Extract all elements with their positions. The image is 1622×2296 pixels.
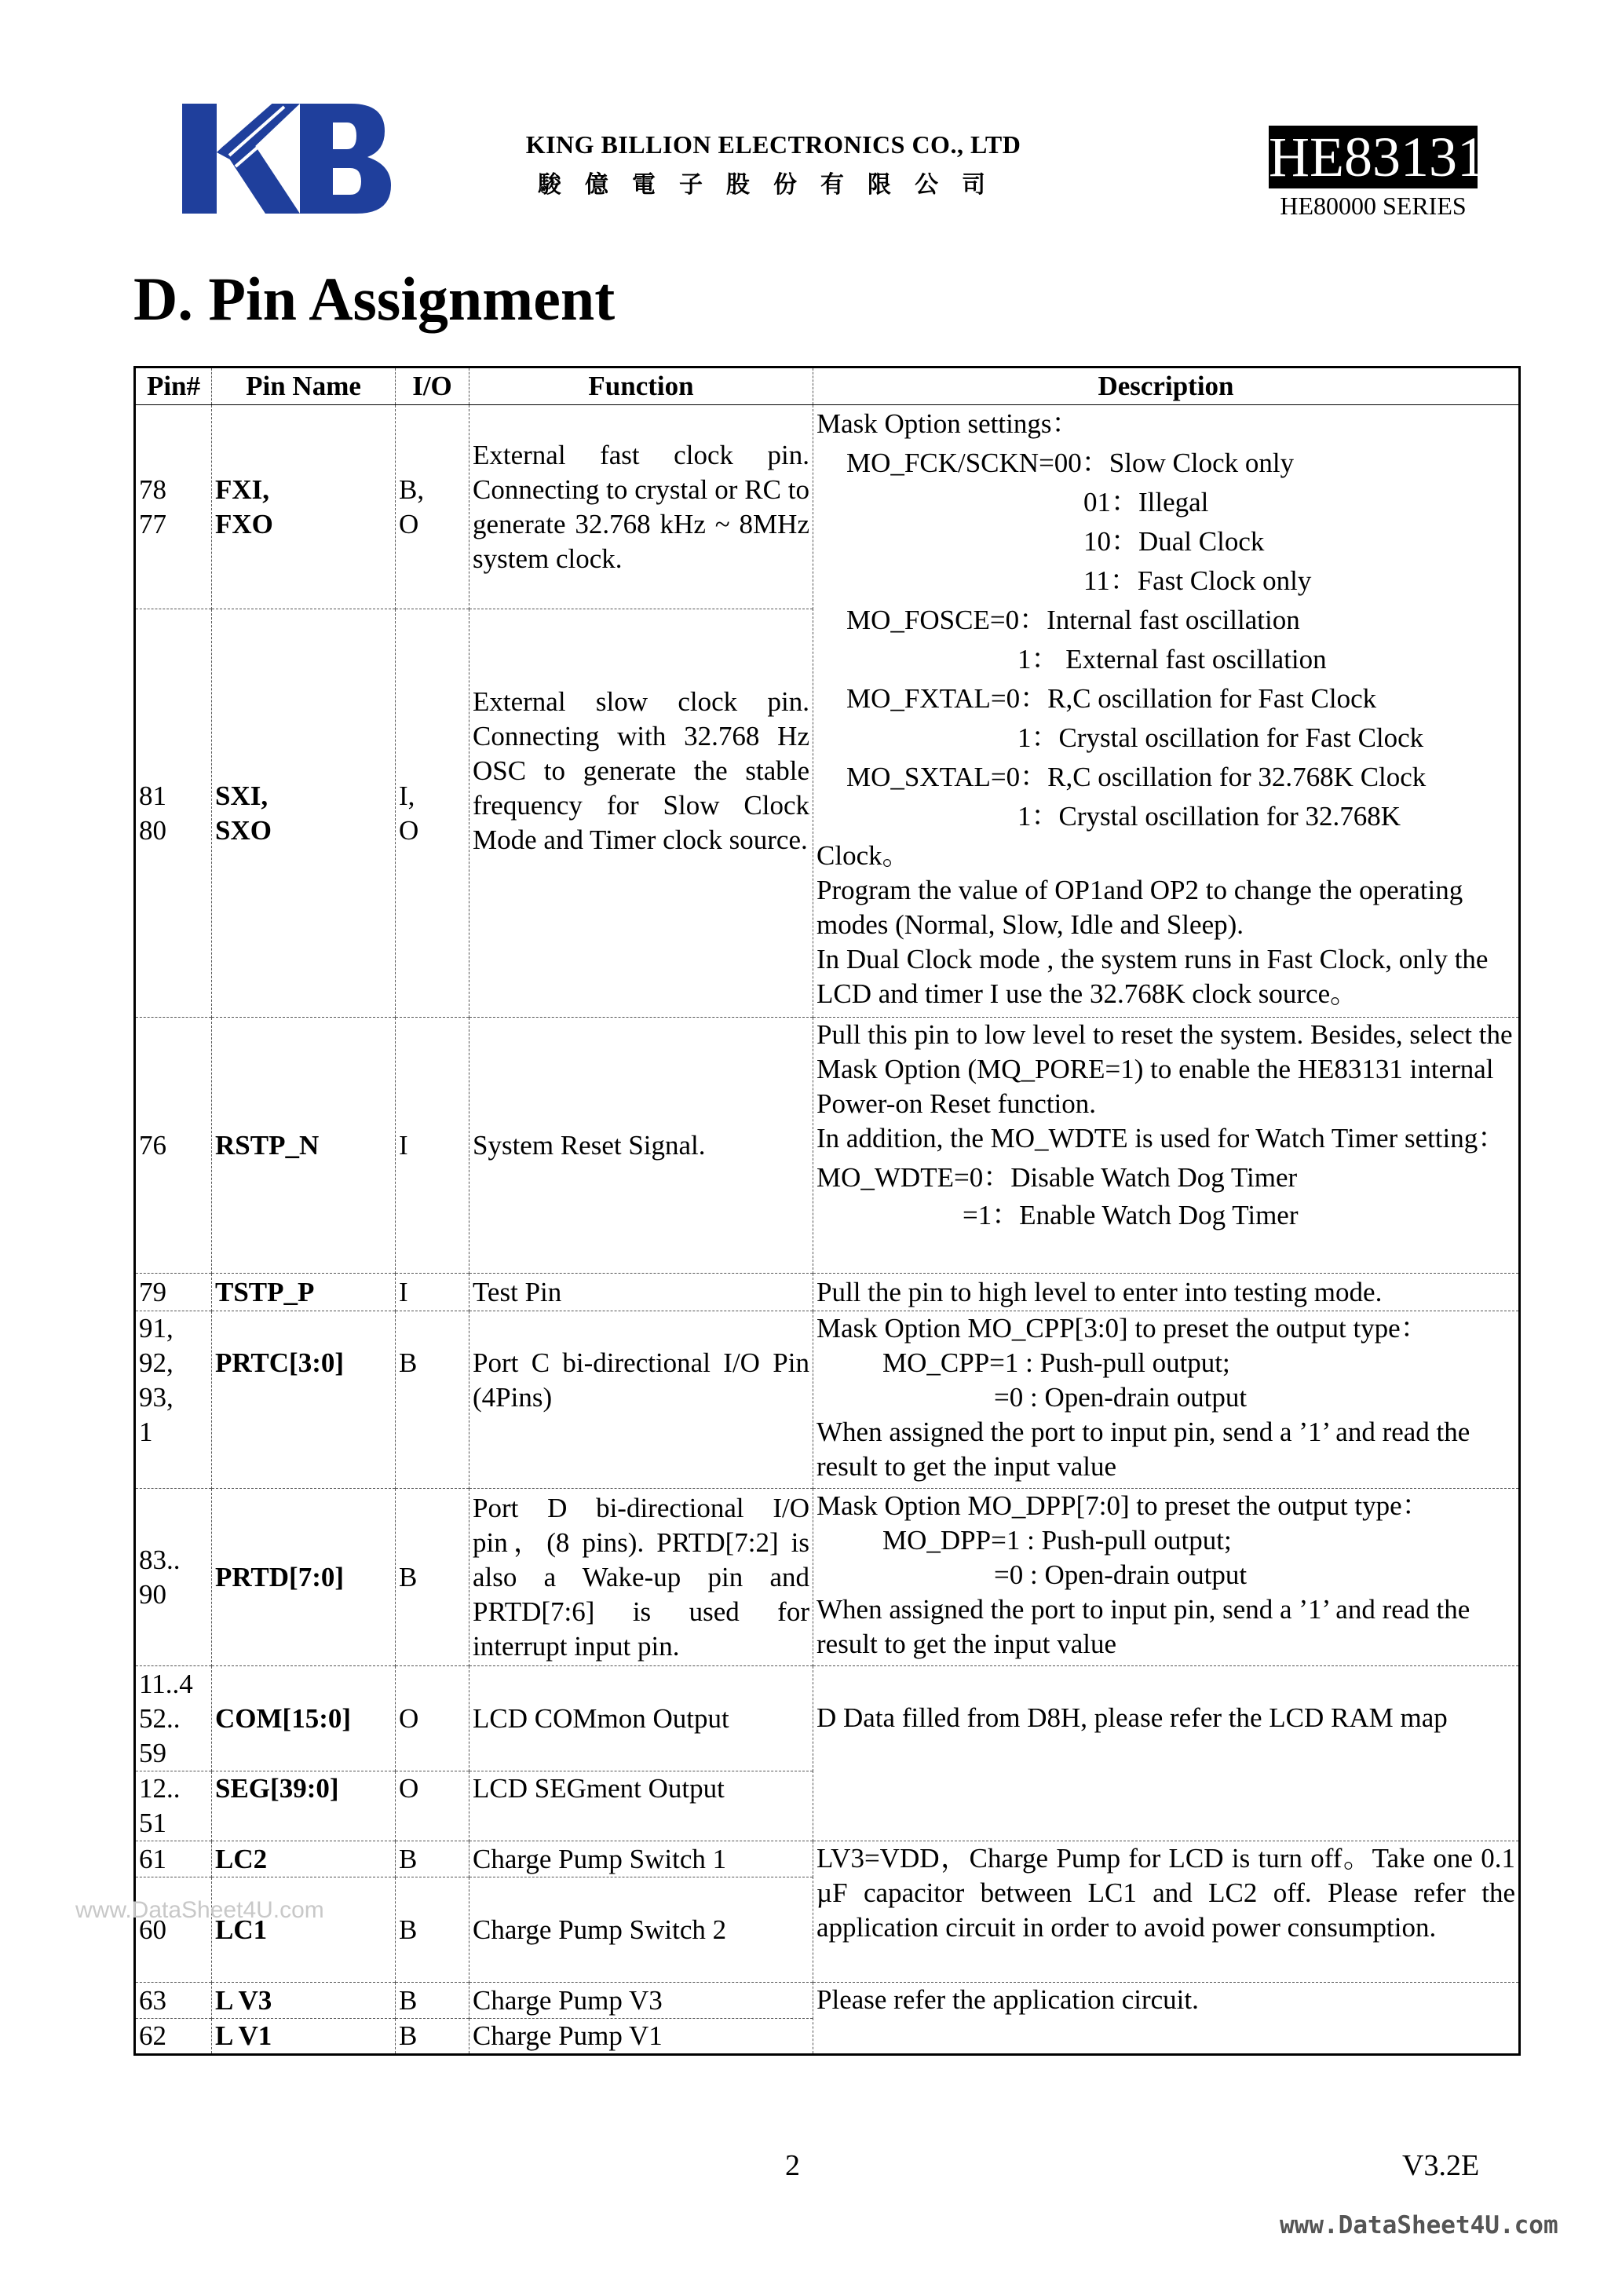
pin-number: 63 [135, 1983, 212, 2019]
pin-name: L V3 [212, 1983, 396, 2019]
header-function: Function [469, 367, 813, 405]
desc-line: 10：Dual Clock [1083, 526, 1265, 557]
desc-line: MO_FXTAL=0：R,C oscillation for Fast Clock [846, 683, 1377, 714]
pin-description [813, 405, 1520, 1018]
pin-number-line: 77 [139, 508, 166, 539]
desc-line: Mask Option MO_DPP[7:0] to preset the output type： [816, 1490, 1430, 1521]
desc-line: Pull this pin to low level to reset the system. Besides, select the Mask Option (MQ_PORE=1) to enable the HE83131 internal Power-on Reset function. [816, 1019, 1513, 1119]
pin-description: Pull the pin to high level to enter into testing mode. [813, 1274, 1520, 1311]
watermark-right: www.DataSheet4U.com [1280, 2211, 1558, 2239]
pin-number: 79 [135, 1274, 212, 1311]
desc-line: When assigned the port to input pin, send a ’1’ and read the result to get the input value [816, 1417, 1470, 1482]
pin-function: Port C bi-directional I/O Pin (4Pins) [469, 1311, 813, 1489]
pin-number: 62 [135, 2019, 212, 2055]
desc-line: MO_FCK/SCKN=00：Slow Clock only [846, 448, 1295, 478]
pin-io: B [396, 1877, 469, 1983]
desc-line: MO_CPP=1 : Push-pull output; [882, 1347, 1230, 1378]
pin-name: SEG[39:0] [212, 1771, 396, 1841]
pin-io-line: I, [399, 780, 415, 811]
pin-io: I [396, 1018, 469, 1274]
table-header-row [135, 367, 1520, 405]
desc-line: MO_DPP=1 : Push-pull output; [882, 1525, 1232, 1556]
pin-function: LCD SEGment Output [469, 1771, 813, 1841]
pin-io: B [396, 1311, 469, 1489]
pin-name-line: FXI, [215, 473, 270, 505]
pin-number [135, 1311, 212, 1489]
pin-name: PRTD[7:0] [212, 1489, 396, 1666]
table-row [135, 1311, 1520, 1489]
pin-name [212, 405, 396, 609]
kb-logo [182, 104, 391, 214]
desc-line: Program the value of OP1and OP2 to change the operating modes (Normal, Slow, Idle and Sleep). [816, 875, 1463, 940]
pin-number-line: 83.. [139, 1544, 181, 1575]
desc-line: MO_FOSCE=0：Internal fast oscillation [846, 605, 1300, 635]
pin-io: B [396, 1983, 469, 2019]
section-title: D. Pin Assignment [133, 265, 616, 333]
company-name-en: KING BILLION ELECTRONICS CO., LTD [525, 130, 1021, 159]
pin-name: LC2 [212, 1841, 396, 1877]
desc-line: 01：Illegal [1083, 487, 1209, 517]
pin-io-line: B, [399, 473, 425, 505]
series-label: HE80000 SERIES [1280, 192, 1467, 220]
table-row [135, 1983, 1520, 2019]
pin-number-line: 81 [139, 780, 166, 811]
pin-name-line: SXO [215, 814, 272, 846]
pin-number-line: 52.. [139, 1702, 181, 1734]
desc-line: =0 : Open-drain output [994, 1382, 1248, 1413]
pin-io-line: O [399, 508, 419, 539]
desc-line: =0 : Open-drain output [994, 1559, 1248, 1590]
pin-io [396, 609, 469, 1018]
pin-name [212, 609, 396, 1018]
desc-line: =1：Enable Watch Dog Timer [963, 1200, 1299, 1230]
pin-function: Port D bi-directional I/O pin，(8 pins). PRTD[7:2] is also a Wake-up pin and PRTD[7:6] is used for interrupt input pin. [469, 1489, 813, 1666]
pin-io: B [396, 2019, 469, 2055]
pin-number-line: 92, [139, 1347, 174, 1378]
pin-number-line: 93, [139, 1382, 174, 1413]
pin-io: O [396, 1666, 469, 1771]
desc-line: Mask Option settings： [816, 408, 1080, 439]
desc-line: In addition, the MO_WDTE is used for Watch Timer setting： [816, 1123, 1506, 1153]
desc-line: In Dual Clock mode , the system runs in Fast Clock, only the LCD and timer I use the 32.768K clock source。 [816, 944, 1489, 1009]
table-row [135, 1666, 1520, 1771]
version-label: V3.2E [1402, 2149, 1480, 2182]
pin-number-line: 11..4 [139, 1668, 193, 1699]
pin-name: RSTP_N [212, 1018, 396, 1274]
pin-name: L V1 [212, 2019, 396, 2055]
pin-name: COM[15:0] [212, 1666, 396, 1771]
pin-number-line: 12.. [139, 1773, 181, 1804]
pin-description: D Data filled from D8H, please refer the LCD RAM map [813, 1666, 1520, 1841]
page-number: 2 [785, 2149, 800, 2182]
company-name-zh: 駿億電子股份有限公司 [538, 172, 1009, 198]
desc-line: MO_SXTAL=0：R,C oscillation for 32.768K Clock [846, 762, 1427, 792]
pin-name: PRTC[3:0] [212, 1311, 396, 1489]
pin-number [135, 405, 212, 609]
pin-number-line: 90 [139, 1578, 166, 1610]
table-row [135, 405, 1520, 609]
pin-number [135, 1489, 212, 1666]
watermark-left: www.DataSheet4U.com [75, 1897, 324, 1923]
pin-number-line: 51 [139, 1808, 166, 1838]
desc-line: Clock。 [816, 840, 910, 871]
pin-number: 76 [135, 1018, 212, 1274]
table-row [135, 1274, 1520, 1311]
pin-function: Charge Pump Switch 2 [469, 1877, 813, 1983]
pin-io: B [396, 1841, 469, 1877]
header-description: Description [813, 367, 1520, 405]
pin-function: Charge Pump V1 [469, 2019, 813, 2055]
desc-line: When assigned the port to input pin, send a ’1’ and read the result to get the input value [816, 1594, 1470, 1659]
pin-number-line: 1 [139, 1417, 153, 1447]
pin-number [135, 609, 212, 1018]
part-number: HE83131 [1269, 126, 1485, 188]
pin-io: B [396, 1489, 469, 1666]
desc-line: 1： External fast oscillation [1017, 644, 1327, 675]
header-pin: Pin# [135, 367, 212, 405]
pin-description: Please refer the application circuit. [813, 1983, 1520, 2055]
table-row [135, 1489, 1520, 1666]
pin-assignment-table [133, 366, 1521, 2056]
pin-name: TSTP_P [212, 1274, 396, 1311]
pin-function: Charge Pump Switch 1 [469, 1841, 813, 1877]
pin-description [813, 1311, 1520, 1489]
pin-name-line: FXO [215, 508, 273, 539]
pin-number: 60 [135, 1877, 212, 1983]
pin-number-line: 91, [139, 1313, 174, 1344]
pin-function: External slow clock pin. Connecting with 32.768 Hz OSC to generate the stable frequency for Slow Clock Mode and Timer clock source. [469, 609, 813, 1018]
pin-number: 61 [135, 1841, 212, 1877]
desc-line: Mask Option MO_CPP[3:0] to preset the output type： [816, 1313, 1428, 1344]
header-io: I/O [396, 367, 469, 405]
header-pin-name: Pin Name [212, 367, 396, 405]
pin-number [135, 1666, 212, 1771]
pin-description: LV3=VDD，Charge Pump for LCD is turn off。Take one 0.1 µF capacitor between LC1 and LC2 off. Please refer the application circuit in order to avoid power consumption. [813, 1841, 1520, 1983]
pin-function: Charge Pump V3 [469, 1983, 813, 2019]
pin-io: I [396, 1274, 469, 1311]
pin-number [135, 1771, 212, 1841]
pin-io [396, 405, 469, 609]
pin-function: LCD COMmon Output [469, 1666, 813, 1771]
pin-io: O [396, 1771, 469, 1841]
pin-description [813, 1489, 1520, 1666]
table-row [135, 1841, 1520, 1877]
pin-function: External fast clock pin. Connecting to crystal or RC to generate 32.768 kHz ~ 8MHz system clock. [469, 405, 813, 609]
pin-name: LC1 [212, 1877, 396, 1983]
pin-number-line: 78 [139, 473, 166, 505]
pin-function: System Reset Signal. [469, 1018, 813, 1274]
pin-number-line: 80 [139, 814, 166, 846]
desc-line: 1：Crystal oscillation for Fast Clock [1017, 722, 1424, 753]
pin-name-line: SXI, [215, 780, 269, 811]
pin-number-line: 59 [139, 1737, 166, 1768]
desc-line: 1：Crystal oscillation for 32.768K [1017, 801, 1401, 832]
pin-io-line: O [399, 814, 419, 846]
pin-description [813, 1018, 1520, 1274]
desc-line: 11：Fast Clock only [1083, 565, 1312, 596]
table-row [135, 1018, 1520, 1274]
desc-line: MO_WDTE=0：Disable Watch Dog Timer [816, 1162, 1298, 1193]
pin-function: Test Pin [469, 1274, 813, 1311]
